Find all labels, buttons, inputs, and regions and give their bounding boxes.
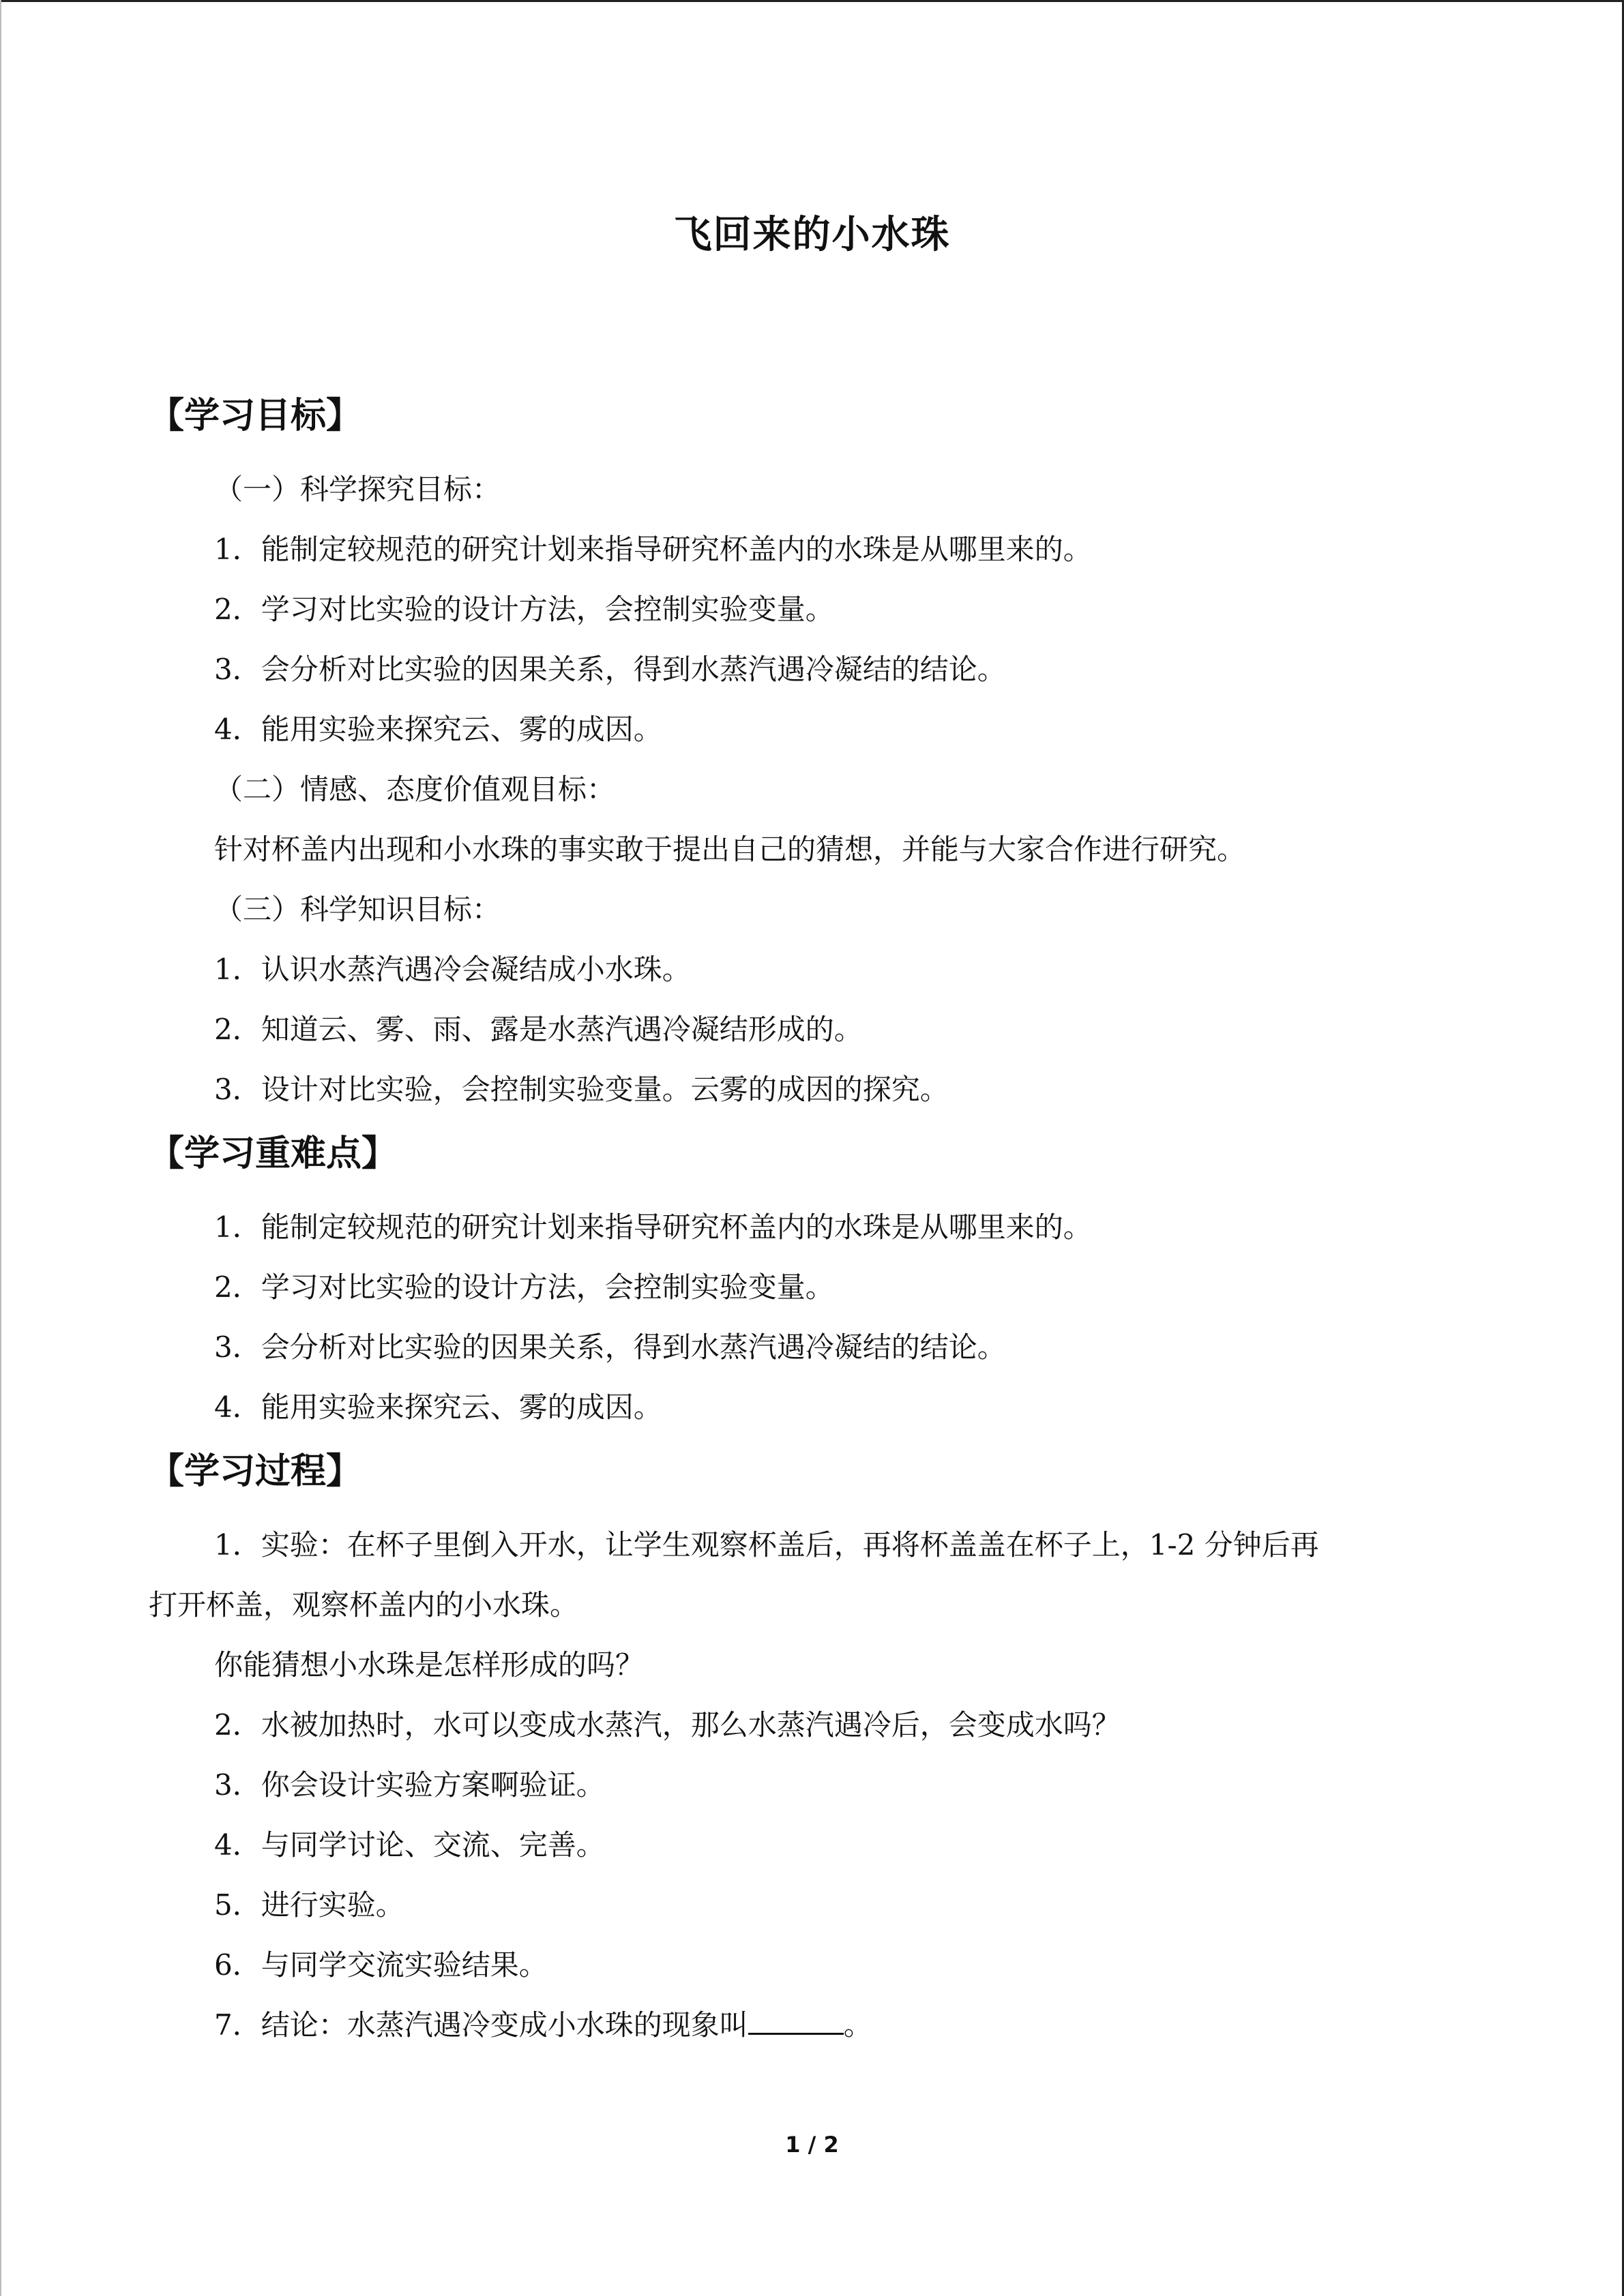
document-body [149,382,1465,2055]
list-item: 1．实验：在杯子里倒入开水，让学生观察杯盖后，再将杯盖盖在杯子上，1-2 分钟后再 [214,1528,1319,1562]
subheading-inquiry: （一）科学探究目标： [214,473,501,506]
list-item: 2．知道云、雾、雨、露是水蒸汽遇冷凝结形成的。 [214,1013,863,1046]
page-border-left [0,0,1,2296]
list-item: 4．能用实验来探究云、雾的成因。 [214,1390,662,1424]
section-process [149,1437,1465,2055]
list-item: 3．你会设计实验方案啊验证。 [214,1768,605,1802]
list-item: 6．与同学交流实验结果。 [214,1948,548,1982]
section-heading-process: 【学习过程】 [149,1451,362,1492]
list-item: 2．学习对比实验的设计方法，会控制实验变量。 [214,1270,834,1304]
list-item: 1．能制定较规范的研究计划来指导研究杯盖内的水珠是从哪里来的。 [214,533,1092,566]
conclusion-text: 7．结论：水蒸汽遇冷变成小水珠的现象叫 [214,2008,748,2042]
paragraph: 你能猜想小水珠是怎样形成的吗？ [214,1648,645,1682]
document-title: 飞回来的小水珠 [673,213,951,257]
list-item: 2．学习对比实验的设计方法，会控制实验变量。 [214,593,834,626]
list-item: 1．能制定较规范的研究计划来指导研究杯盖内的水珠是从哪里来的。 [214,1210,1092,1244]
list-item: 4．能用实验来探究云、雾的成因。 [214,713,662,746]
subheading-knowledge: （三）科学知识目标： [214,893,501,926]
section-objectives [149,382,1465,1120]
list-item-continuation: 打开杯盖，观察杯盖内的小水珠。 [149,1588,579,1622]
list-item: 5．进行实验。 [214,1888,404,1922]
page-number: 1 / 2 [785,2132,839,2158]
list-item: 3．会分析对比实验的因果关系，得到水蒸汽遇冷凝结的结论。 [214,653,1006,686]
section-key-points [149,1120,1465,1437]
paragraph: 针对杯盖内出现和小水珠的事实敢于提出自己的猜想，并能与大家合作进行研究。 [214,833,1246,866]
list-item: 3．会分析对比实验的因果关系，得到水蒸汽遇冷凝结的结论。 [214,1330,1006,1364]
list-item-conclusion [149,1995,1465,2055]
list-item: 1．认识水蒸汽遇冷会凝结成小水珠。 [214,953,691,986]
list-item: 3．设计对比实验，会控制实验变量。云雾的成因的探究。 [214,1073,949,1106]
list-item: 4．与同学讨论、交流、完善。 [214,1828,605,1862]
section-heading-objectives: 【学习目标】 [149,396,362,436]
page-border-top [0,0,1624,2]
conclusion-end: 。 [843,2008,872,2042]
list-item: 2．水被加热时，水可以变成水蒸汽，那么水蒸汽遇冷后，会变成水吗？ [214,1708,1121,1742]
section-heading-key-points: 【学习重难点】 [149,1133,398,1174]
fill-in-blank [748,2003,844,2035]
subheading-attitude: （二）情感、态度价值观目标： [214,773,616,806]
